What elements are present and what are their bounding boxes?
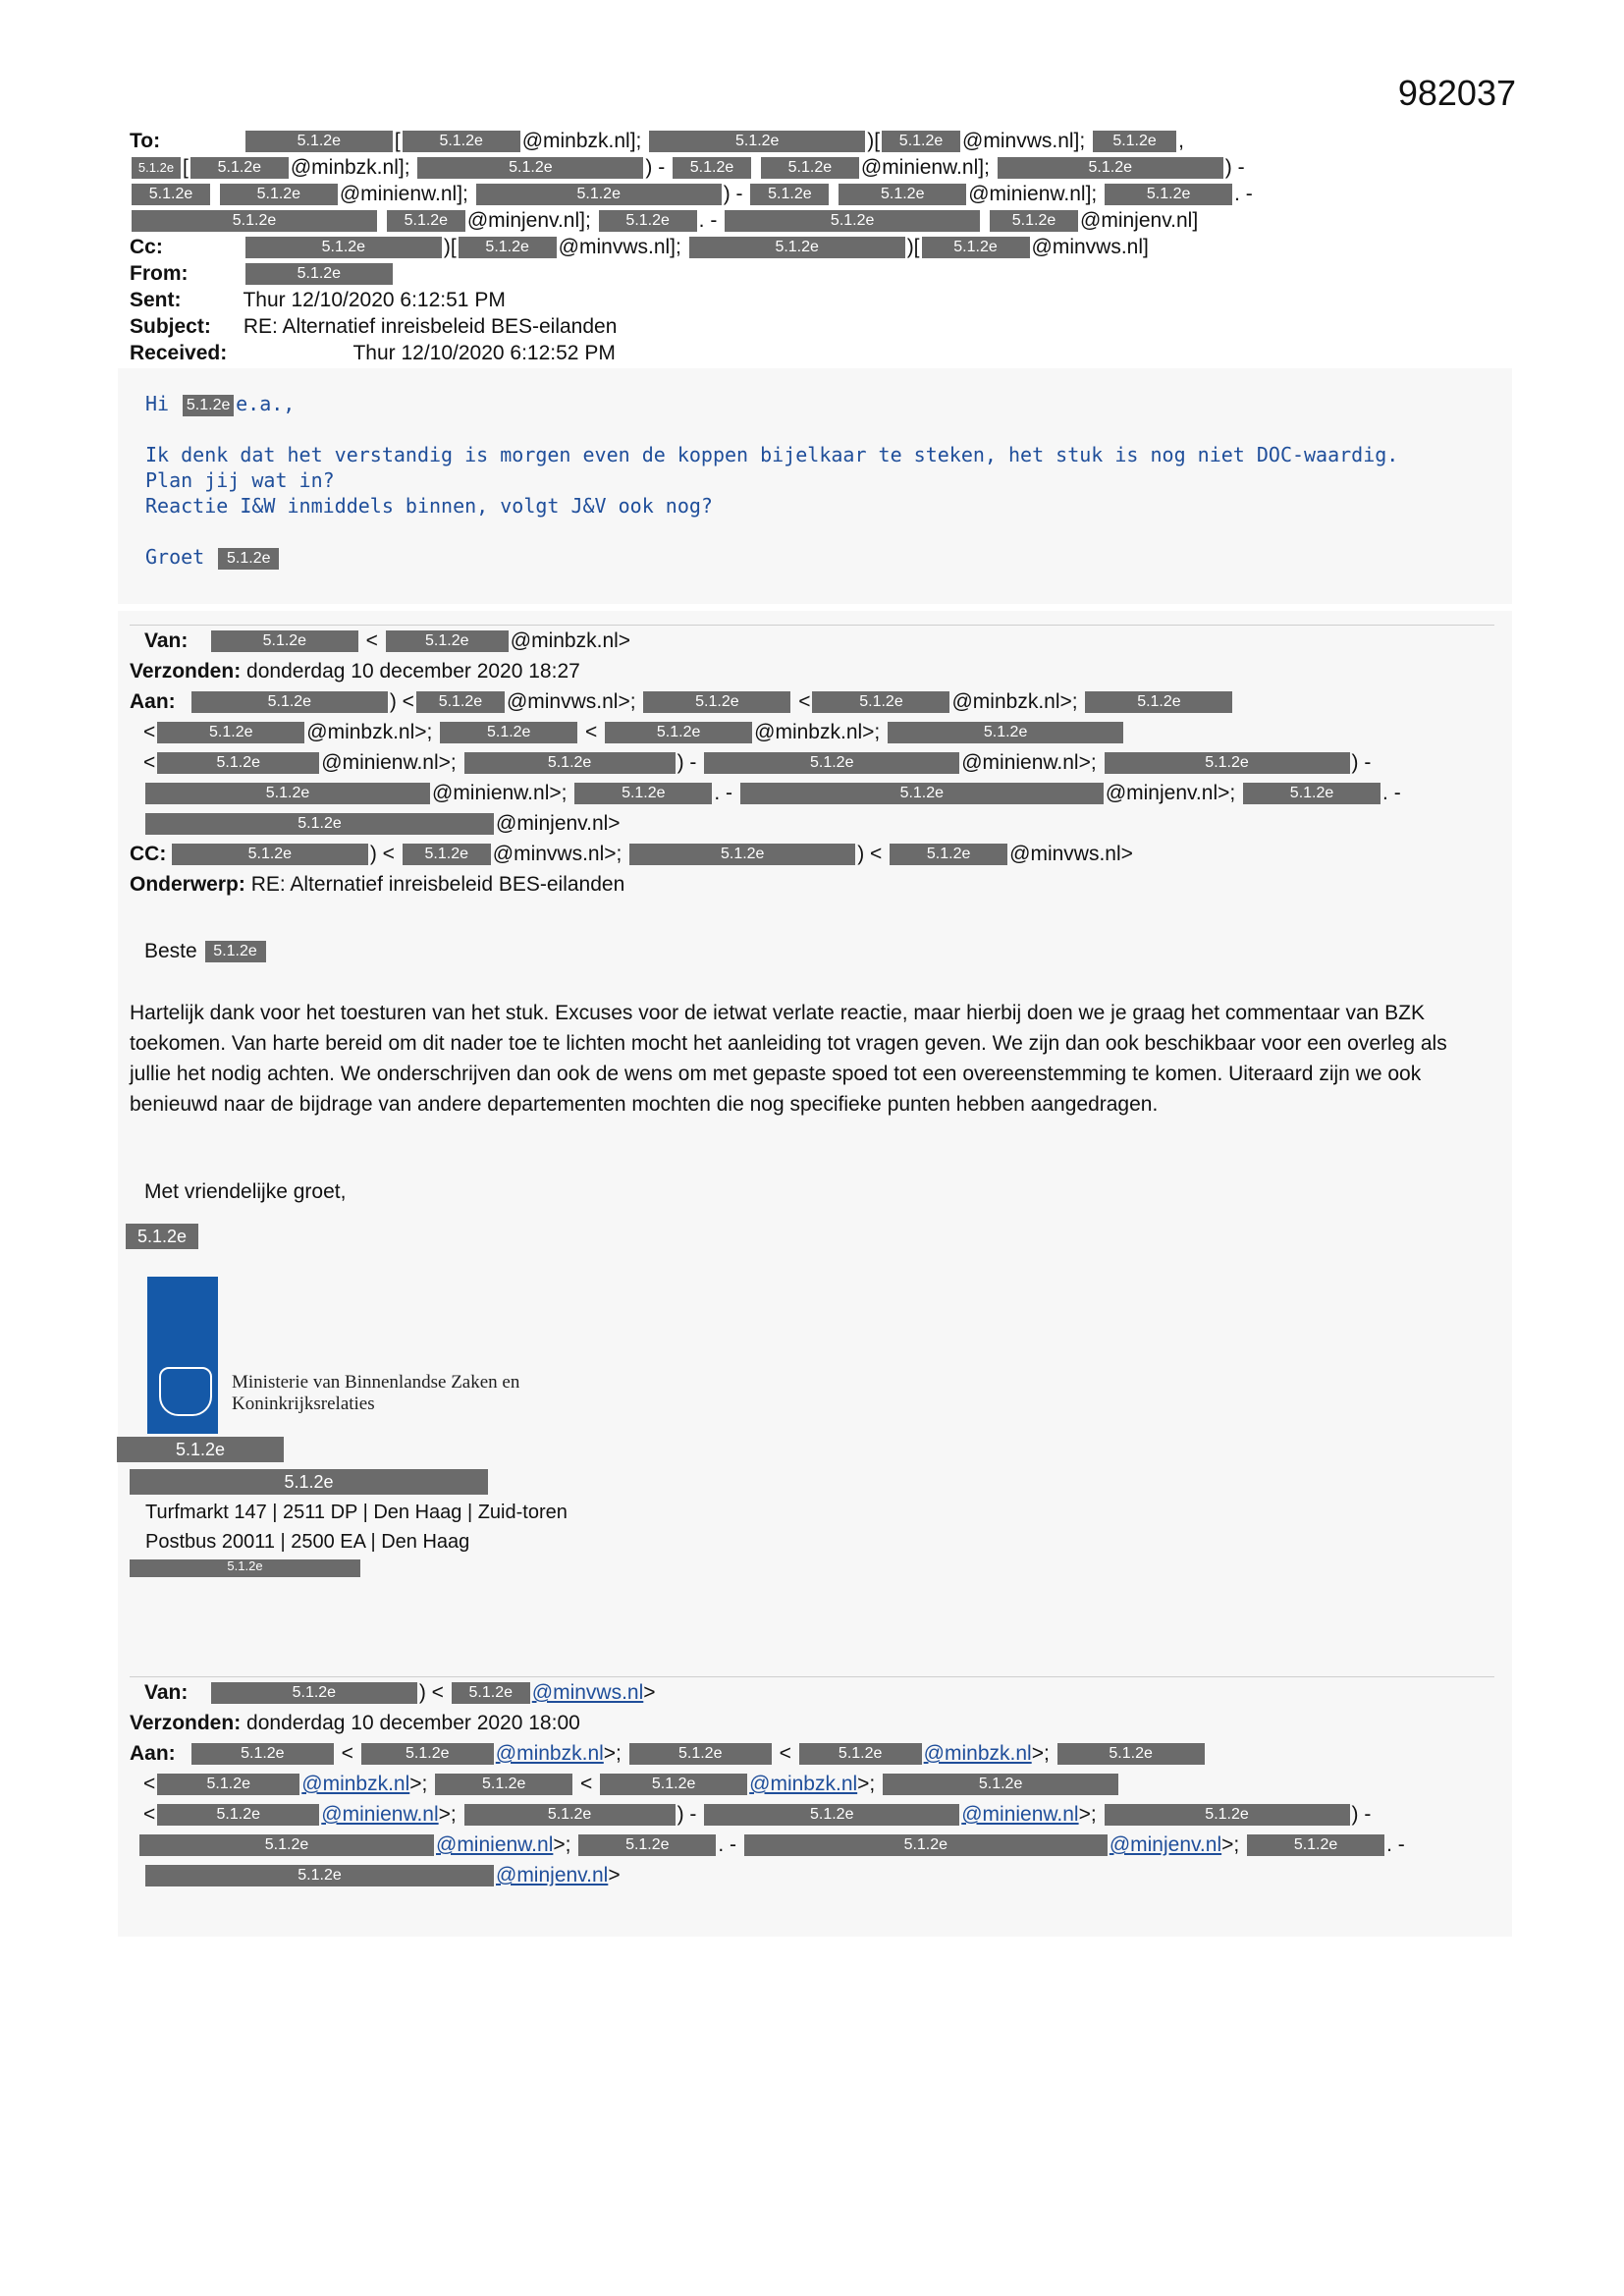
page-number: 982037 — [1397, 73, 1516, 113]
to-domain: @minjenv.nl] — [1080, 209, 1199, 232]
van-line: Van: 5.1.2e < 5.1.2e @minbzk.nl> — [130, 626, 1475, 656]
email-link[interactable]: @minbzk.nl — [301, 1773, 410, 1795]
to-domain: @minienw.nl]; — [968, 183, 1098, 205]
email-link[interactable]: @minbzk.nl — [749, 1773, 858, 1795]
verzonden-label: Verzonden: — [130, 1712, 242, 1734]
onderwerp-label: Onderwerp: — [130, 873, 245, 896]
redaction: 5.1.2e — [990, 210, 1078, 232]
cc-domain: @minvws.nl] — [1031, 236, 1149, 258]
signature-name — [117, 1437, 284, 1462]
redaction: 5.1.2e — [452, 1682, 530, 1704]
received-value: Thur 12/10/2020 6:12:52 PM — [352, 342, 616, 364]
cc-label: CC: — [130, 843, 167, 865]
redaction: 5.1.2e — [157, 722, 304, 743]
phone-redaction — [130, 1559, 360, 1577]
verzonden-line — [130, 1708, 1475, 1738]
redaction: 5.1.2e — [799, 1743, 922, 1765]
message-body: Hartelijk dank voor het toesturen van het stuk. Excuses voor de ietwat verlate reactie, maar hierbij doen we je graag het commentaar van BZK toekomen. Van harte bereid om dit nader toe te lichten mocht het aanleiding tot vragen geven. We zijn dan ook beschikbaar voor een overleg als jullie het nodig achten. We onderschrijven dan ook de wens om met gepaste spoed tot een overeenstemming te komen. Uiteraard zijn we ook benieuwd naar de bijdrage van andere departementen mochten die nog specifieke punten hebben aangedragen. — [130, 1002, 1447, 1116]
subject-label: Subject: — [130, 315, 211, 338]
redaction: 5.1.2e — [629, 1743, 772, 1765]
redaction: 5.1.2e — [922, 237, 1030, 258]
salutation-text: Beste — [144, 940, 197, 962]
redaction: 5.1.2e — [157, 1804, 319, 1826]
redaction: 5.1.2e — [172, 844, 368, 865]
redaction: 5.1.2e — [883, 1774, 1118, 1795]
address-line-1: Turfmarkt 147 | 2511 DP | Den Haag | Zuid-toren — [145, 1502, 568, 1523]
verzonden-value: donderdag 10 december 2020 18:27 — [246, 660, 580, 683]
ministry-logo — [147, 1277, 520, 1434]
address — [145, 1498, 568, 1557]
van-domain: @minbzk.nl> — [510, 629, 631, 652]
redaction: 5.1.2e — [839, 184, 966, 205]
redaction: 5.1.2e — [132, 184, 210, 205]
redaction: 5.1.2e — [704, 1804, 959, 1826]
cc-line: Cc: 5.1.2e )[ 5.1.2e @minvws.nl]; 5.1.2e )[ 5.1.2e @minvws.nl] — [130, 236, 1149, 258]
aan-line: Aan: 5.1.2e < 5.1.2e @minbzk.nl>; 5.1.2e < 5.1.2e @minbzk.nl>; 5.1.2e — [130, 1738, 1475, 1769]
email-header — [130, 128, 1426, 366]
redaction: 5.1.2e — [882, 131, 960, 152]
aan-line-3: < 5.1.2e @minienw.nl>; 5.1.2e ) - 5.1.2e @minienw.nl>; 5.1.2e ) - — [143, 751, 1372, 774]
redaction: 5.1.2e — [191, 691, 388, 713]
van-link[interactable]: @minvws.nl — [531, 1681, 644, 1704]
closing: Met vriendelijke groet, — [144, 1180, 347, 1203]
reply-sign — [145, 544, 1422, 570]
redaction: 5.1.2e — [130, 1559, 360, 1577]
ministry-line-2: Koninkrijksrelaties — [232, 1394, 375, 1414]
email-link[interactable]: @minienw.nl — [436, 1833, 554, 1856]
verzonden-label: Verzonden: — [130, 660, 242, 683]
reply-line-1: Ik denk dat het verstandig is morgen even de koppen bijelkaar te steken, het stuk is nog niet DOC-waardig. — [145, 443, 1399, 466]
redaction: 5.1.2e — [1057, 1743, 1205, 1765]
aan-line-4: 5.1.2e @minienw.nl>; 5.1.2e . - 5.1.2e @minjenv.nl>; 5.1.2e . - — [130, 1830, 1475, 1860]
to-line-2: 5.1.2e [ 5.1.2e @minbzk.nl]; 5.1.2e ) - 5.1.2e 5.1.2e @minienw.nl]; 5.1.2e ) - — [130, 154, 1426, 181]
redaction: 5.1.2e — [403, 844, 491, 865]
email-link[interactable]: @minienw.nl — [961, 1803, 1079, 1826]
redaction: 5.1.2e — [750, 184, 829, 205]
sign-text: Groet — [145, 545, 205, 569]
redaction: 5.1.2e — [245, 263, 393, 285]
redaction: 5.1.2e — [132, 210, 377, 232]
reply-body — [145, 391, 1422, 570]
sent-label: Sent: — [130, 289, 182, 311]
aan-line-2: < 5.1.2e @minbzk.nl>; 5.1.2e < 5.1.2e @minbzk.nl>; 5.1.2e — [130, 1769, 1475, 1799]
email-link[interactable]: @minjenv.nl — [496, 1864, 609, 1886]
cc-line: CC: 5.1.2e ) < 5.1.2e @minvws.nl>; 5.1.2e ) < 5.1.2e @minvws.nl> — [130, 839, 1475, 869]
redaction: 5.1.2e — [574, 783, 712, 804]
greeting-text: Hi — [145, 392, 170, 415]
redaction: 5.1.2e — [599, 210, 697, 232]
redaction: 5.1.2e — [416, 691, 505, 713]
aan-line: Aan: 5.1.2e ) < 5.1.2e @minvws.nl>; 5.1.2e < 5.1.2e @minbzk.nl>; 5.1.2e — [130, 686, 1475, 717]
redaction: 5.1.2e — [205, 941, 266, 962]
redaction: 5.1.2e — [157, 752, 319, 774]
redaction: 5.1.2e — [600, 1774, 747, 1795]
redaction: 5.1.2e — [245, 131, 393, 152]
redaction: 5.1.2e — [689, 237, 905, 258]
from-line — [130, 260, 1426, 287]
redaction: 5.1.2e — [744, 1834, 1108, 1856]
redaction: 5.1.2e — [117, 1437, 284, 1462]
van-label: Van: — [144, 629, 189, 652]
greeting-text: e.a., — [236, 392, 296, 415]
to-line: To: 5.1.2e [ 5.1.2e @minbzk.nl]; 5.1.2e )[ 5.1.2e @minvws.nl]; 5.1.2e , — [130, 130, 1184, 152]
ministry-name — [232, 1372, 519, 1415]
redaction: 5.1.2e — [464, 752, 676, 774]
email-link[interactable]: @minbzk.nl — [923, 1742, 1032, 1765]
salutation — [130, 936, 1499, 966]
redaction: 5.1.2e — [157, 1774, 299, 1795]
to-domain: @minvws.nl]; — [962, 130, 1086, 152]
logo-bar — [147, 1277, 218, 1434]
verzonden-line — [130, 656, 1475, 686]
aan-line-5: 5.1.2e @minjenv.nl> — [130, 1860, 1475, 1890]
sent-line — [130, 287, 1426, 313]
redaction: 5.1.2e — [126, 1224, 198, 1249]
ministry-line-1: Ministerie van Binnenlandse Zaken en — [232, 1372, 520, 1393]
redaction: 5.1.2e — [361, 1743, 494, 1765]
van-line: Van: 5.1.2e ) < 5.1.2e @minvws.nl> — [130, 1677, 1475, 1708]
received-label: Received: — [130, 342, 228, 364]
reply-greeting — [145, 391, 1422, 416]
to-line-4: 5.1.2e 5.1.2e @minjenv.nl]; 5.1.2e . - 5.1.2e 5.1.2e @minjenv.nl] — [130, 207, 1426, 234]
to-domain: @minienw.nl]; — [860, 156, 990, 179]
redaction: 5.1.2e — [1105, 184, 1232, 205]
redaction: 5.1.2e — [643, 691, 790, 713]
signature-redaction — [124, 1224, 200, 1249]
redaction: 5.1.2e — [1093, 131, 1176, 152]
sent-value: Thur 12/10/2020 6:12:51 PM — [243, 289, 506, 311]
to-domain: @minbzk.nl]; — [521, 130, 642, 152]
redaction: 5.1.2e — [1247, 1834, 1384, 1856]
redaction: 5.1.2e — [145, 1865, 494, 1886]
msg2-header — [130, 626, 1475, 900]
redaction: 5.1.2e — [211, 630, 358, 652]
redaction: 5.1.2e — [476, 184, 722, 205]
verzonden-value: donderdag 10 december 2020 18:00 — [246, 1712, 580, 1734]
redaction: 5.1.2e — [132, 157, 181, 179]
reply-line-3: Reactie I&W inmiddels binnen, volgt J&V ook nog? — [145, 494, 713, 518]
to-label: To: — [130, 130, 161, 152]
redaction: 5.1.2e — [145, 813, 494, 835]
cc-label: Cc: — [130, 236, 163, 258]
to-domain: @minienw.nl]; — [339, 183, 468, 205]
redaction: 5.1.2e — [998, 157, 1223, 179]
onderwerp-value: RE: Alternatief inreisbeleid BES-eilanden — [250, 873, 625, 896]
redaction: 5.1.2e — [649, 131, 865, 152]
to-line-3: 5.1.2e 5.1.2e @minienw.nl]; 5.1.2e ) - 5.1.2e 5.1.2e @minienw.nl]; 5.1.2e . - — [130, 181, 1426, 207]
aan-label: Aan: — [130, 690, 176, 713]
signature-title — [130, 1469, 488, 1495]
redaction: 5.1.2e — [629, 844, 855, 865]
redaction: 5.1.2e — [605, 722, 752, 743]
from-label: From: — [130, 262, 189, 285]
aan-line-5: 5.1.2e @minjenv.nl> — [130, 808, 1475, 839]
aan-line-2: < 5.1.2e @minbzk.nl>; 5.1.2e < 5.1.2e @minbzk.nl>; 5.1.2e — [130, 717, 1475, 747]
aan-label: Aan: — [130, 1742, 176, 1765]
redaction: 5.1.2e — [704, 752, 959, 774]
redaction: 5.1.2e — [740, 783, 1104, 804]
redaction: 5.1.2e — [725, 210, 980, 232]
redaction: 5.1.2e — [417, 157, 643, 179]
redaction: 5.1.2e — [245, 237, 442, 258]
redaction: 5.1.2e — [812, 691, 949, 713]
redaction: 5.1.2e — [440, 722, 577, 743]
email-link[interactable]: @minienw.nl — [321, 1803, 439, 1826]
subject-line — [130, 313, 1426, 340]
redaction: 5.1.2e — [459, 237, 557, 258]
redaction: 5.1.2e — [464, 1804, 676, 1826]
received-line — [130, 340, 1426, 366]
redaction: 5.1.2e — [673, 157, 751, 179]
reply-line-2: Plan jij wat in? — [145, 468, 335, 492]
redaction: 5.1.2e — [130, 1469, 488, 1495]
to-domain: @minbzk.nl]; — [290, 156, 410, 179]
redaction: 5.1.2e — [387, 210, 465, 232]
aan-line-3: < 5.1.2e @minienw.nl>; 5.1.2e ) - 5.1.2e @minienw.nl>; 5.1.2e ) - — [143, 1803, 1372, 1826]
redaction: 5.1.2e — [386, 630, 509, 652]
redaction: 5.1.2e — [183, 395, 234, 416]
redaction: 5.1.2e — [403, 131, 520, 152]
van-label: Van: — [144, 1681, 189, 1704]
to-domain: @minjenv.nl]; — [466, 209, 591, 232]
redaction: 5.1.2e — [890, 844, 1007, 865]
redaction: 5.1.2e — [218, 548, 279, 570]
redaction: 5.1.2e — [578, 1834, 716, 1856]
redaction: 5.1.2e — [435, 1774, 572, 1795]
redaction: 5.1.2e — [190, 157, 289, 179]
redaction: 5.1.2e — [145, 783, 430, 804]
msg3-header — [130, 1677, 1475, 1890]
redaction: 5.1.2e — [1243, 783, 1380, 804]
redaction: 5.1.2e — [191, 1743, 334, 1765]
subject-value: RE: Alternatief inreisbeleid BES-eilanden — [243, 315, 618, 338]
crest-icon — [159, 1367, 212, 1416]
redaction: 5.1.2e — [1105, 752, 1350, 774]
onderwerp-line — [130, 869, 1475, 900]
redaction: 5.1.2e — [761, 157, 859, 179]
redaction: 5.1.2e — [211, 1682, 417, 1704]
cc-domain: @minvws.nl]; — [558, 236, 681, 258]
redaction: 5.1.2e — [888, 722, 1123, 743]
redaction: 5.1.2e — [220, 184, 338, 205]
aan-line-4: 5.1.2e @minienw.nl>; 5.1.2e . - 5.1.2e @minjenv.nl>; 5.1.2e . - — [130, 778, 1475, 808]
email-link[interactable]: @minjenv.nl — [1109, 1833, 1222, 1856]
redaction: 5.1.2e — [1085, 691, 1232, 713]
email-link[interactable]: @minbzk.nl — [495, 1742, 604, 1765]
redaction: 5.1.2e — [1105, 1804, 1350, 1826]
redaction: 5.1.2e — [139, 1834, 434, 1856]
address-line-2: Postbus 20011 | 2500 EA | Den Haag — [145, 1531, 470, 1553]
